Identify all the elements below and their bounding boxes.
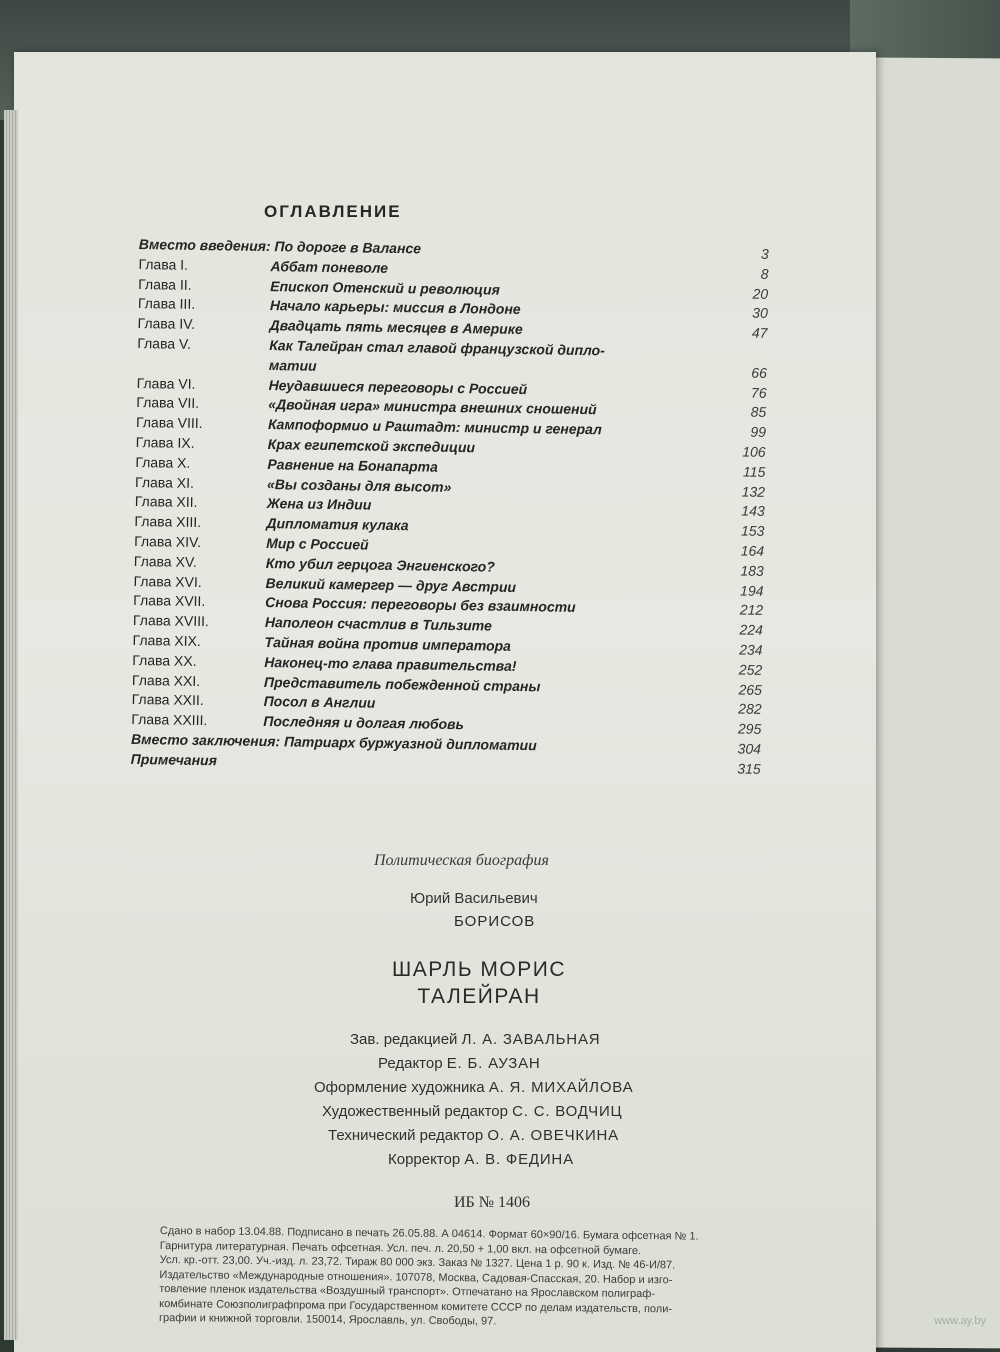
author-name: Юрий Васильевич	[410, 890, 538, 907]
credit-name: Л. А. ЗАВАЛЬНАЯ	[461, 1031, 601, 1048]
credit-role: Технический редактор	[328, 1127, 484, 1144]
toc-chapter-title: Представитель побежденной страны	[263, 673, 541, 694]
credit-name: Е. Б. АУЗАН	[446, 1055, 541, 1072]
toc-page-number: 20	[752, 285, 769, 302]
toc-page-number: 315	[737, 760, 761, 777]
toc-page-number: 224	[739, 621, 763, 638]
colophon	[159, 1224, 800, 1332]
toc-chapter-label: Глава XX.	[132, 651, 197, 669]
credit-line	[314, 1052, 714, 1076]
toc-chapter-title: Снова Россия: переговоры без взаимности	[265, 594, 576, 616]
toc-page-number: 252	[738, 661, 763, 678]
toc-page-number: 66	[751, 364, 768, 381]
credit-line	[314, 1148, 714, 1172]
credit-role: Редактор	[378, 1055, 443, 1072]
toc-chapter-title: Великий камергер — друг Австрии	[265, 574, 517, 595]
toc-page-number: 76	[750, 384, 767, 401]
toc-chapter-title: Епископ Отенский и революция	[270, 277, 500, 298]
toc-chapter-title: Наполеон счастлив в Тильзите	[264, 614, 492, 634]
toc-chapter-label: Глава VIII.	[135, 414, 203, 432]
toc-chapter-title: Крах египетской экспедиции	[267, 436, 476, 456]
toc-page-number: 47	[751, 324, 768, 342]
toc-chapter-title: матии	[268, 356, 317, 374]
credits-list	[314, 1028, 714, 1172]
toc-chapter-label: Глава III.	[137, 295, 196, 313]
toc-chapter-title: Как Талейран стал главой французской дипло-	[269, 337, 605, 359]
colophon-line: Гарнитура литературная. Печать офсетная. Усл. печ. л. 20,50 + 1,00 вкл. на офсетной бумаге.	[159, 1239, 642, 1257]
page-edge-stack	[4, 110, 18, 1340]
credit-role: Зав. редакцией	[350, 1031, 458, 1048]
toc-chapter-label: Глава I.	[138, 255, 189, 273]
toc-chapter-title: Неудавшиеся переговоры с Россией	[268, 376, 528, 397]
toc-chapter-title: Двадцать пять месяцев в Америке	[269, 317, 523, 338]
toc-chapter-label: Глава XI.	[134, 473, 195, 491]
toc-chapter-title: Наконец-то глава правительства!	[264, 653, 517, 674]
toc-chapter-title: Дипломатия кулака	[266, 515, 409, 534]
colophon-line: Сдано в набор 13.04.88. Подписано в печать 26.05.88. А 04614. Формат 60×90/16. Бумага офсетная № 1.	[159, 1225, 699, 1243]
toc-chapter-label: Глава XXI.	[131, 671, 201, 689]
table-of-contents	[131, 234, 769, 778]
toc-chapter-title: Тайная война против императора	[264, 633, 512, 654]
toc-page-number: 115	[742, 463, 766, 480]
toc-page-number: 99	[750, 423, 767, 441]
colophon-line: Усл. кр.-отт. 23,00. Уч.-изд. л. 23,72. Тираж 80 000 экз. Заказ № 1327. Цена 1 р. 90 к. Изд. № 46-И/87.	[159, 1253, 676, 1272]
toc-page-number: 265	[738, 681, 763, 698]
toc-chapter-title: «Двойная игра» министра внешних сношений	[268, 396, 597, 418]
toc-page-number: 85	[750, 404, 767, 421]
toc-page-number: 183	[740, 562, 764, 579]
toc-chapter-label: Глава XIX.	[132, 631, 201, 649]
toc-page-number: 194	[739, 582, 764, 599]
credit-role: Оформление художника	[314, 1079, 485, 1096]
colophon-line: Издательство «Международные отношения». 107078, Москва, Садовая-Спасская, 20. Набор и изго-	[159, 1268, 673, 1286]
book-title-line1: ШАРЛЬ МОРИС	[391, 958, 567, 981]
toc-chapter-label: Глава XXII.	[131, 691, 204, 709]
toc-page-number: 295	[737, 720, 762, 737]
toc-chapter-label: Глава XIV.	[134, 532, 202, 550]
toc-chapter-title: Посол в Англии	[263, 693, 376, 712]
toc-chapter-label: Глава V.	[137, 334, 192, 352]
book-title-line2: ТАЛЕЙРАН	[417, 985, 541, 1008]
credit-line	[314, 1124, 714, 1148]
author-surname: БОРИСОВ	[454, 913, 536, 930]
toc-chapter-label: Глава IX.	[135, 433, 195, 451]
toc-chapter-label: Глава IV.	[137, 315, 196, 333]
toc-chapter-label: Глава VI.	[136, 374, 196, 392]
toc-chapter-title: Мир с Россией	[266, 534, 369, 553]
credit-name: А. В. ФЕДИНА	[464, 1151, 574, 1168]
adjacent-page	[857, 57, 1000, 1348]
toc-page-number: 143	[741, 502, 765, 520]
toc-chapter-label: Глава XXIII.	[131, 711, 208, 729]
credit-line	[314, 1100, 714, 1124]
credit-name: О. А. ОВЕЧКИНА	[487, 1127, 619, 1144]
toc-page-number: 304	[737, 740, 762, 757]
toc-page-number: 282	[738, 700, 762, 718]
toc-chapter-title: Жена из Индии	[266, 495, 372, 514]
toc-chapter-title: Последняя и долгая любовь	[263, 713, 465, 733]
toc-chapter-title: Вместо заключения: Патриарх буржуазной дипломатии	[130, 730, 537, 754]
toc-chapter-title: Примечания	[130, 750, 218, 769]
toc-chapter-label: Глава XV.	[133, 552, 197, 570]
credit-line	[314, 1028, 714, 1052]
toc-chapter-title: «Вы созданы для высот»	[266, 475, 452, 495]
colophon-line: товление пленок издательства «Воздушный транспорт». Отпечатано на Ярославском полиграф-	[159, 1282, 656, 1301]
toc-page-number: 234	[739, 641, 763, 658]
toc-chapter-title: Кто убил герцога Энгиенского?	[265, 554, 495, 575]
toc-chapter-label: Глава II.	[138, 275, 192, 293]
toc-page-number: 8	[760, 265, 769, 282]
credit-name: А. Я. МИХАЙЛОВА	[488, 1079, 634, 1096]
colophon-line: комбинате Союзполиграфпрома при Государственном комитете СССР по делам издательств, поли-	[159, 1297, 673, 1315]
toc-chapter-title: Кампоформио и Раштадт: министр и генерал	[267, 416, 602, 438]
toc-chapter-title: Аббат поневоле	[270, 257, 389, 276]
toc-chapter-label: Глава XVII.	[133, 592, 206, 610]
toc-chapter-label: Глава XII.	[134, 493, 198, 511]
credit-role: Художественный редактор	[322, 1103, 508, 1120]
colophon-line: графии и книжной торговли. 150014, Ярославль, ул. Свободы, 97.	[158, 1311, 497, 1328]
toc-chapter-label: Глава VII.	[136, 394, 200, 412]
toc-chapter-title: Вместо введения: По дороге в Валансе	[138, 235, 422, 257]
toc-page-number: 132	[741, 483, 766, 500]
credit-name: С. С. ВОДЧИЦ	[512, 1103, 623, 1120]
toc-chapter-title: Равнение на Бонапарта	[267, 455, 438, 475]
toc-chapter-label: Глава XVIII.	[132, 612, 210, 630]
toc-page-number: 153	[740, 522, 765, 540]
credit-role: Корректор	[388, 1151, 461, 1168]
toc-page-number	[727, 342, 767, 343]
toc-chapter-label: Глава XIII.	[134, 513, 202, 531]
toc-page-number: 106	[742, 443, 766, 460]
book-title	[314, 956, 644, 1010]
ib-number: ИБ № 1406	[454, 1194, 531, 1211]
toc-page-number: 164	[740, 542, 765, 559]
credit-line	[314, 1076, 714, 1100]
toc-page-number: 3	[760, 245, 769, 262]
toc-chapter-label: Глава X.	[135, 453, 191, 471]
toc-chapter-title: Начало карьеры: миссия в Лондоне	[269, 297, 521, 318]
toc-heading: ОГЛАВЛЕНИЕ	[264, 202, 402, 221]
toc-chapter-label: Глава XVI.	[133, 572, 202, 590]
watermark: www.ay.by	[934, 1315, 986, 1327]
book-page	[14, 52, 876, 1352]
series-label: Политическая биография	[374, 852, 549, 869]
toc-page-number: 212	[739, 601, 764, 619]
toc-page-number: 30	[752, 305, 768, 322]
